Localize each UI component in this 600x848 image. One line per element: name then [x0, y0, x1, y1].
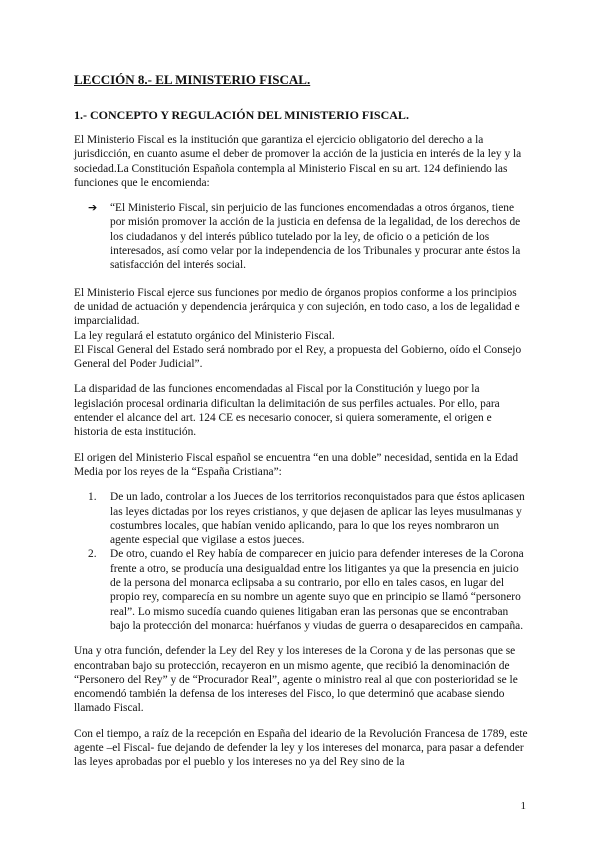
arrow-bullet-icon: ➔: [88, 201, 98, 215]
constitution-quote: [74, 201, 528, 272]
page-content: [74, 72, 528, 781]
list-item-number: 2.: [88, 548, 97, 561]
paragraph-principles: El Ministerio Fiscal ejerce sus funciones por medio de órganos propios conforme a los principios de unidad de actuación y dependencia jerárquica y con sujeción, en todo caso, a los de legalidad e imparcialidad.: [74, 286, 520, 328]
paragraph-revolution: Con el tiempo, a raíz de la recepción en España del ideario de la Revolución Francesa de 1789, este agente –el Fiscal- fue dejando de defender la ley y los intereses del monarca, para pasar a defender las leyes aprobadas por el pueblo y los intereses no ya del Rey sino de la: [74, 727, 528, 769]
list-item-text: De otro, cuando el Rey había de comparecer en juicio para defender intereses de la Corona frente a otro, se producía una desigualdad entre los litigantes ya que la presencia en juicio de la persona del monarca eclipsaba a su contrario, por ello en tales casos, en lugar del propio rey, comparecía en su nombre un agente suyo que en principio se llamó “personero real”. Lo mismo sucedía cuando quienes litigaban eran las personas que se encontraban bajo la protección del monarca: huérfanos y viudas de guerra o desaparecidos en campaña.: [110, 548, 524, 632]
lesson-title: LECCIÓN 8.- EL MINISTERIO FISCAL.: [74, 72, 311, 87]
list-item-text: De un lado, controlar a los Jueces de los territorios reconquistados para que éstos aplicasen las leyes dictadas por los reyes cristianos, y que dejasen de aplicar las leyes musulmanas y costumbres locales, que habían venido aplicando, para lo que los reyes nombraron un agente especial que vigilase a estos jueces.: [110, 491, 525, 547]
paragraph-disparity: La disparidad de las funciones encomendadas al Fiscal por la Constitución y luego por la legislación procesal ordinaria dificultan la delimitación de sus perfiles actuales. Por ello, para entender el alcance del art. 124 CE es necesario conocer, si quiera someramente, el origen e historia de esta institución.: [74, 383, 500, 439]
section-heading: 1.- CONCEPTO Y REGULACIÓN DEL MINISTERIO FISCAL.: [74, 108, 409, 122]
paragraph-definition: El Ministerio Fiscal es la institución que garantiza el ejercicio obligatorio del derecho a la jurisdicción, en cuanto asume el deber de promover la acción de la justicia en interés de la ley y la sociedad.La Constitución Española contempla al Ministerio Fiscal en su art. 124 definiendo las funciones que le encomienda:: [74, 134, 522, 189]
paragraph-fiscal-general: El Fiscal General del Estado será nombrado por el Rey, a propuesta del Gobierno, oído el Consejo General del Poder Judicial”.: [74, 343, 522, 371]
list-item: [88, 547, 528, 633]
paragraph-origin: El origen del Ministerio Fiscal español se encuentra “en una doble” necesidad, sentida en la Edad Media por los reyes de la “España Cristiana”:: [74, 451, 519, 478]
origin-list: [74, 490, 528, 633]
list-item-number: 1.: [88, 491, 97, 504]
paragraph-statute: La ley regulará el estatuto orgánico del Ministerio Fiscal.: [74, 329, 335, 342]
page-number: 1: [520, 800, 526, 812]
list-item: [88, 490, 528, 547]
quote-text: “El Ministerio Fiscal, sin perjuicio de las funciones encomendadas a otros órganos, tiene por misión promover la acción de la justicia en defensa de la legalidad, de los derechos de los ciudadanos y del interés público tutelado por la ley, de oficio o a petición de los interesados, así como velar por la independencia de los Tribunales y procurar ante éstos la satisfacción del interés social.: [110, 202, 521, 272]
paragraph-functions: Una y otra función, defender la Ley del Rey y los intereses de la Corona y de las personas que se encontraban bajo su protección, recayeron en un mismo agente, que recibió la denominación de “Personero del Rey” y de “Procurador Real”, agente o ministro real al que con posterioridad se le encomendó también la defensa de los intereses del Fisco, lo que determinó que acabase siendo llamado Fiscal.: [74, 645, 518, 715]
